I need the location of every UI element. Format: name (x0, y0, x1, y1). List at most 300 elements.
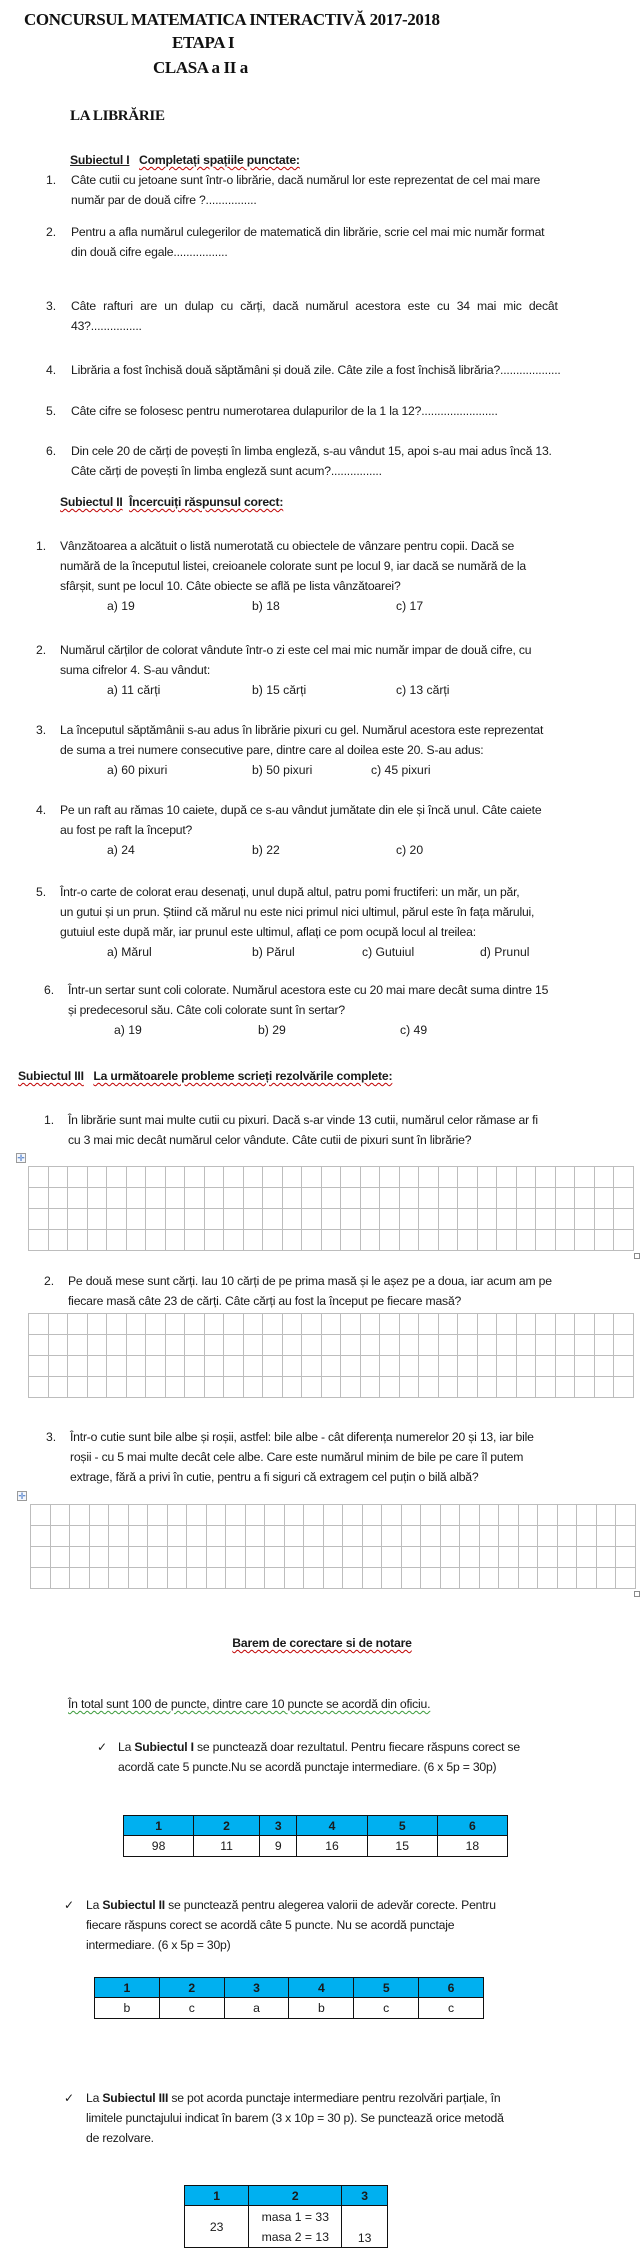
grid-cell[interactable] (204, 1377, 224, 1398)
grid-cell[interactable] (126, 1167, 146, 1188)
grid-cell[interactable] (497, 1356, 517, 1377)
grid-cell[interactable] (245, 1526, 265, 1547)
option-a[interactable]: a) 24 (107, 843, 135, 857)
grid-cell[interactable] (148, 1505, 168, 1526)
grid-cell[interactable] (360, 1230, 380, 1251)
grid-cell[interactable] (146, 1188, 166, 1209)
grid-cell[interactable] (497, 1209, 517, 1230)
grid-cell[interactable] (477, 1188, 497, 1209)
grid-cell[interactable] (555, 1335, 575, 1356)
grid-cell[interactable] (555, 1377, 575, 1398)
grid-cell[interactable] (419, 1356, 439, 1377)
grid-cell[interactable] (557, 1547, 577, 1568)
grid-cell[interactable] (48, 1167, 68, 1188)
grid-cell[interactable] (536, 1188, 556, 1209)
grid-cell[interactable] (206, 1547, 226, 1568)
grid-cell[interactable] (87, 1356, 107, 1377)
grid-cell[interactable] (321, 1230, 341, 1251)
grid-cell[interactable] (107, 1377, 127, 1398)
grid-cell[interactable] (575, 1377, 595, 1398)
grid-cell[interactable] (438, 1335, 458, 1356)
grid-cell[interactable] (165, 1167, 185, 1188)
grid-cell[interactable] (29, 1314, 49, 1335)
grid-cell[interactable] (477, 1314, 497, 1335)
grid-cell[interactable] (516, 1230, 536, 1251)
grid-cell[interactable] (226, 1526, 246, 1547)
grid-cell[interactable] (146, 1209, 166, 1230)
grid-cell[interactable] (497, 1230, 517, 1251)
grid-cell[interactable] (87, 1230, 107, 1251)
grid-cell[interactable] (265, 1547, 285, 1568)
grid-cell[interactable] (438, 1209, 458, 1230)
grid-cell[interactable] (399, 1377, 419, 1398)
grid-cell[interactable] (499, 1568, 519, 1589)
grid-cell[interactable] (224, 1377, 244, 1398)
grid-cell[interactable] (126, 1188, 146, 1209)
grid-cell[interactable] (577, 1547, 597, 1568)
option-b[interactable]: b) 50 pixuri (252, 763, 313, 777)
grid-cell[interactable] (185, 1314, 205, 1335)
grid-cell[interactable] (282, 1335, 302, 1356)
grid-cell[interactable] (380, 1356, 400, 1377)
grid-cell[interactable] (360, 1335, 380, 1356)
answer-grid-2[interactable] (28, 1313, 634, 1398)
grid-cell[interactable] (128, 1547, 148, 1568)
option-b[interactable]: b) Părul (252, 945, 295, 959)
grid-cell[interactable] (29, 1377, 49, 1398)
grid-cell[interactable] (594, 1167, 614, 1188)
grid-cell[interactable] (382, 1547, 402, 1568)
grid-cell[interactable] (536, 1314, 556, 1335)
grid-cell[interactable] (399, 1230, 419, 1251)
grid-cell[interactable] (243, 1167, 263, 1188)
option-c[interactable]: c) 20 (396, 843, 424, 857)
grid-cell[interactable] (477, 1167, 497, 1188)
option-b[interactable]: b) 15 cărți (252, 683, 307, 697)
grid-cell[interactable] (594, 1230, 614, 1251)
grid-cell[interactable] (128, 1526, 148, 1547)
grid-cell[interactable] (263, 1230, 283, 1251)
grid-cell[interactable] (107, 1356, 127, 1377)
grid-cell[interactable] (29, 1188, 49, 1209)
grid-cell[interactable] (107, 1209, 127, 1230)
grid-cell[interactable] (419, 1167, 439, 1188)
grid-cell[interactable] (380, 1167, 400, 1188)
grid-cell[interactable] (536, 1167, 556, 1188)
grid-cell[interactable] (126, 1230, 146, 1251)
grid-cell[interactable] (479, 1568, 499, 1589)
grid-cell[interactable] (614, 1167, 634, 1188)
grid-cell[interactable] (68, 1230, 88, 1251)
grid-cell[interactable] (499, 1505, 519, 1526)
grid-cell[interactable] (360, 1356, 380, 1377)
grid-cell[interactable] (616, 1526, 636, 1547)
grid-cell[interactable] (438, 1377, 458, 1398)
grid-cell[interactable] (109, 1505, 129, 1526)
grid-cell[interactable] (362, 1568, 382, 1589)
grid-cell[interactable] (48, 1314, 68, 1335)
grid-cell[interactable] (575, 1356, 595, 1377)
grid-cell[interactable] (263, 1314, 283, 1335)
grid-cell[interactable] (458, 1209, 478, 1230)
option-a[interactable]: a) 19 (114, 1023, 142, 1037)
grid-cell[interactable] (460, 1505, 480, 1526)
grid-cell[interactable] (304, 1526, 324, 1547)
table-resize-handle[interactable] (634, 1253, 640, 1259)
grid-cell[interactable] (224, 1188, 244, 1209)
grid-cell[interactable] (284, 1547, 304, 1568)
grid-cell[interactable] (555, 1167, 575, 1188)
grid-cell[interactable] (48, 1230, 68, 1251)
grid-cell[interactable] (399, 1188, 419, 1209)
grid-cell[interactable] (499, 1526, 519, 1547)
grid-cell[interactable] (401, 1547, 421, 1568)
grid-cell[interactable] (477, 1377, 497, 1398)
grid-cell[interactable] (284, 1568, 304, 1589)
grid-cell[interactable] (302, 1335, 322, 1356)
grid-cell[interactable] (263, 1377, 283, 1398)
grid-cell[interactable] (555, 1209, 575, 1230)
grid-cell[interactable] (341, 1377, 361, 1398)
grid-cell[interactable] (458, 1377, 478, 1398)
grid-cell[interactable] (477, 1230, 497, 1251)
grid-cell[interactable] (109, 1547, 129, 1568)
grid-cell[interactable] (265, 1526, 285, 1547)
grid-cell[interactable] (109, 1568, 129, 1589)
grid-cell[interactable] (146, 1335, 166, 1356)
grid-cell[interactable] (382, 1568, 402, 1589)
grid-cell[interactable] (187, 1568, 207, 1589)
grid-cell[interactable] (204, 1314, 224, 1335)
grid-cell[interactable] (89, 1505, 109, 1526)
grid-cell[interactable] (616, 1568, 636, 1589)
grid-cell[interactable] (577, 1526, 597, 1547)
grid-cell[interactable] (596, 1547, 616, 1568)
grid-cell[interactable] (399, 1167, 419, 1188)
grid-cell[interactable] (440, 1526, 460, 1547)
grid-cell[interactable] (107, 1188, 127, 1209)
grid-cell[interactable] (226, 1547, 246, 1568)
grid-cell[interactable] (302, 1188, 322, 1209)
grid-cell[interactable] (50, 1568, 70, 1589)
grid-cell[interactable] (421, 1526, 441, 1547)
grid-cell[interactable] (614, 1314, 634, 1335)
grid-cell[interactable] (89, 1568, 109, 1589)
grid-cell[interactable] (382, 1505, 402, 1526)
grid-cell[interactable] (304, 1568, 324, 1589)
grid-cell[interactable] (440, 1505, 460, 1526)
grid-cell[interactable] (48, 1209, 68, 1230)
grid-cell[interactable] (265, 1568, 285, 1589)
grid-cell[interactable] (575, 1314, 595, 1335)
grid-cell[interactable] (128, 1505, 148, 1526)
grid-cell[interactable] (497, 1335, 517, 1356)
grid-cell[interactable] (323, 1526, 343, 1547)
grid-cell[interactable] (343, 1526, 363, 1547)
grid-cell[interactable] (577, 1568, 597, 1589)
grid-cell[interactable] (87, 1167, 107, 1188)
grid-cell[interactable] (321, 1314, 341, 1335)
grid-cell[interactable] (263, 1167, 283, 1188)
grid-cell[interactable] (458, 1230, 478, 1251)
grid-cell[interactable] (341, 1209, 361, 1230)
grid-cell[interactable] (575, 1209, 595, 1230)
grid-cell[interactable] (438, 1356, 458, 1377)
grid-cell[interactable] (438, 1167, 458, 1188)
grid-cell[interactable] (557, 1526, 577, 1547)
grid-cell[interactable] (31, 1526, 51, 1547)
grid-cell[interactable] (167, 1505, 187, 1526)
grid-cell[interactable] (204, 1356, 224, 1377)
grid-cell[interactable] (68, 1377, 88, 1398)
grid-cell[interactable] (204, 1335, 224, 1356)
grid-cell[interactable] (165, 1335, 185, 1356)
grid-cell[interactable] (204, 1188, 224, 1209)
grid-cell[interactable] (360, 1314, 380, 1335)
grid-cell[interactable] (87, 1335, 107, 1356)
grid-cell[interactable] (343, 1568, 363, 1589)
grid-cell[interactable] (70, 1526, 90, 1547)
grid-cell[interactable] (380, 1377, 400, 1398)
grid-cell[interactable] (362, 1547, 382, 1568)
option-a[interactable]: a) 19 (107, 599, 135, 613)
grid-cell[interactable] (321, 1377, 341, 1398)
grid-cell[interactable] (302, 1230, 322, 1251)
grid-cell[interactable] (282, 1167, 302, 1188)
grid-cell[interactable] (224, 1335, 244, 1356)
grid-cell[interactable] (380, 1188, 400, 1209)
grid-cell[interactable] (107, 1335, 127, 1356)
grid-cell[interactable] (167, 1547, 187, 1568)
grid-cell[interactable] (263, 1188, 283, 1209)
grid-cell[interactable] (440, 1568, 460, 1589)
grid-cell[interactable] (48, 1335, 68, 1356)
grid-cell[interactable] (126, 1209, 146, 1230)
option-c[interactable]: c) 17 (396, 599, 424, 613)
grid-cell[interactable] (321, 1209, 341, 1230)
grid-cell[interactable] (206, 1526, 226, 1547)
grid-cell[interactable] (48, 1356, 68, 1377)
grid-cell[interactable] (224, 1314, 244, 1335)
grid-cell[interactable] (243, 1377, 263, 1398)
grid-cell[interactable] (87, 1314, 107, 1335)
grid-cell[interactable] (516, 1209, 536, 1230)
grid-cell[interactable] (477, 1356, 497, 1377)
grid-cell[interactable] (401, 1568, 421, 1589)
grid-cell[interactable] (68, 1188, 88, 1209)
grid-cell[interactable] (458, 1335, 478, 1356)
grid-cell[interactable] (167, 1568, 187, 1589)
grid-cell[interactable] (165, 1188, 185, 1209)
grid-cell[interactable] (362, 1505, 382, 1526)
grid-cell[interactable] (126, 1335, 146, 1356)
grid-cell[interactable] (421, 1568, 441, 1589)
grid-cell[interactable] (360, 1188, 380, 1209)
grid-cell[interactable] (263, 1356, 283, 1377)
grid-cell[interactable] (243, 1209, 263, 1230)
grid-cell[interactable] (399, 1335, 419, 1356)
grid-cell[interactable] (243, 1314, 263, 1335)
grid-cell[interactable] (460, 1547, 480, 1568)
grid-cell[interactable] (70, 1547, 90, 1568)
grid-cell[interactable] (224, 1167, 244, 1188)
table-move-icon[interactable]: ✛ (17, 1153, 25, 1163)
grid-cell[interactable] (421, 1505, 441, 1526)
grid-cell[interactable] (399, 1356, 419, 1377)
grid-cell[interactable] (282, 1230, 302, 1251)
grid-cell[interactable] (204, 1209, 224, 1230)
grid-cell[interactable] (516, 1356, 536, 1377)
grid-cell[interactable] (304, 1547, 324, 1568)
grid-cell[interactable] (284, 1526, 304, 1547)
grid-cell[interactable] (68, 1356, 88, 1377)
grid-cell[interactable] (204, 1167, 224, 1188)
grid-cell[interactable] (126, 1377, 146, 1398)
grid-cell[interactable] (575, 1188, 595, 1209)
grid-cell[interactable] (165, 1356, 185, 1377)
grid-cell[interactable] (477, 1209, 497, 1230)
grid-cell[interactable] (185, 1167, 205, 1188)
option-a[interactable]: a) 60 pixuri (107, 763, 168, 777)
grid-cell[interactable] (575, 1335, 595, 1356)
grid-cell[interactable] (323, 1568, 343, 1589)
grid-cell[interactable] (536, 1209, 556, 1230)
grid-cell[interactable] (594, 1377, 614, 1398)
grid-cell[interactable] (341, 1335, 361, 1356)
grid-cell[interactable] (245, 1568, 265, 1589)
grid-cell[interactable] (497, 1188, 517, 1209)
grid-cell[interactable] (614, 1335, 634, 1356)
grid-cell[interactable] (265, 1505, 285, 1526)
grid-cell[interactable] (87, 1377, 107, 1398)
grid-cell[interactable] (594, 1314, 614, 1335)
grid-cell[interactable] (516, 1335, 536, 1356)
table-move-icon[interactable]: ✛ (18, 1491, 26, 1501)
grid-cell[interactable] (148, 1568, 168, 1589)
grid-cell[interactable] (614, 1356, 634, 1377)
grid-cell[interactable] (594, 1356, 614, 1377)
grid-cell[interactable] (460, 1526, 480, 1547)
grid-cell[interactable] (31, 1568, 51, 1589)
grid-cell[interactable] (538, 1526, 558, 1547)
option-c[interactable]: c) 13 cărți (396, 683, 450, 697)
grid-cell[interactable] (538, 1505, 558, 1526)
grid-cell[interactable] (516, 1377, 536, 1398)
option-b[interactable]: b) 29 (258, 1023, 286, 1037)
grid-cell[interactable] (321, 1167, 341, 1188)
grid-cell[interactable] (282, 1377, 302, 1398)
grid-cell[interactable] (146, 1377, 166, 1398)
grid-cell[interactable] (148, 1547, 168, 1568)
grid-cell[interactable] (380, 1335, 400, 1356)
grid-cell[interactable] (399, 1314, 419, 1335)
grid-cell[interactable] (518, 1547, 538, 1568)
grid-cell[interactable] (323, 1547, 343, 1568)
grid-cell[interactable] (538, 1568, 558, 1589)
grid-cell[interactable] (128, 1568, 148, 1589)
grid-cell[interactable] (282, 1356, 302, 1377)
grid-cell[interactable] (360, 1209, 380, 1230)
grid-cell[interactable] (497, 1314, 517, 1335)
grid-cell[interactable] (70, 1568, 90, 1589)
grid-cell[interactable] (577, 1505, 597, 1526)
grid-cell[interactable] (243, 1188, 263, 1209)
grid-cell[interactable] (185, 1188, 205, 1209)
grid-cell[interactable] (165, 1377, 185, 1398)
grid-cell[interactable] (479, 1547, 499, 1568)
grid-cell[interactable] (187, 1505, 207, 1526)
answer-grid-1[interactable] (28, 1166, 634, 1251)
grid-cell[interactable] (614, 1377, 634, 1398)
grid-cell[interactable] (126, 1356, 146, 1377)
grid-cell[interactable] (68, 1209, 88, 1230)
grid-cell[interactable] (477, 1335, 497, 1356)
grid-cell[interactable] (460, 1568, 480, 1589)
option-a[interactable]: a) 11 cărți (107, 683, 161, 697)
grid-cell[interactable] (421, 1547, 441, 1568)
grid-cell[interactable] (165, 1230, 185, 1251)
grid-cell[interactable] (401, 1505, 421, 1526)
grid-cell[interactable] (557, 1505, 577, 1526)
grid-cell[interactable] (399, 1209, 419, 1230)
grid-cell[interactable] (555, 1230, 575, 1251)
grid-cell[interactable] (575, 1167, 595, 1188)
grid-cell[interactable] (419, 1188, 439, 1209)
grid-cell[interactable] (302, 1356, 322, 1377)
grid-cell[interactable] (29, 1167, 49, 1188)
grid-cell[interactable] (343, 1547, 363, 1568)
grid-cell[interactable] (616, 1505, 636, 1526)
grid-cell[interactable] (206, 1568, 226, 1589)
grid-cell[interactable] (518, 1526, 538, 1547)
grid-cell[interactable] (29, 1356, 49, 1377)
grid-cell[interactable] (497, 1377, 517, 1398)
grid-cell[interactable] (499, 1547, 519, 1568)
grid-cell[interactable] (321, 1188, 341, 1209)
grid-cell[interactable] (419, 1230, 439, 1251)
grid-cell[interactable] (245, 1505, 265, 1526)
grid-cell[interactable] (419, 1335, 439, 1356)
grid-cell[interactable] (226, 1505, 246, 1526)
grid-cell[interactable] (107, 1230, 127, 1251)
grid-cell[interactable] (458, 1356, 478, 1377)
grid-cell[interactable] (594, 1188, 614, 1209)
option-c[interactable]: c) 49 (400, 1023, 428, 1037)
grid-cell[interactable] (594, 1335, 614, 1356)
grid-cell[interactable] (341, 1188, 361, 1209)
grid-cell[interactable] (516, 1314, 536, 1335)
grid-cell[interactable] (341, 1167, 361, 1188)
grid-cell[interactable] (518, 1505, 538, 1526)
grid-cell[interactable] (243, 1230, 263, 1251)
grid-cell[interactable] (31, 1547, 51, 1568)
grid-cell[interactable] (538, 1547, 558, 1568)
grid-cell[interactable] (536, 1356, 556, 1377)
grid-cell[interactable] (458, 1314, 478, 1335)
grid-cell[interactable] (89, 1526, 109, 1547)
grid-cell[interactable] (206, 1505, 226, 1526)
grid-cell[interactable] (29, 1335, 49, 1356)
grid-cell[interactable] (146, 1167, 166, 1188)
grid-cell[interactable] (87, 1209, 107, 1230)
grid-cell[interactable] (419, 1314, 439, 1335)
grid-cell[interactable] (362, 1526, 382, 1547)
option-b[interactable]: b) 22 (252, 843, 280, 857)
grid-cell[interactable] (165, 1209, 185, 1230)
grid-cell[interactable] (126, 1314, 146, 1335)
grid-cell[interactable] (343, 1505, 363, 1526)
grid-cell[interactable] (146, 1356, 166, 1377)
